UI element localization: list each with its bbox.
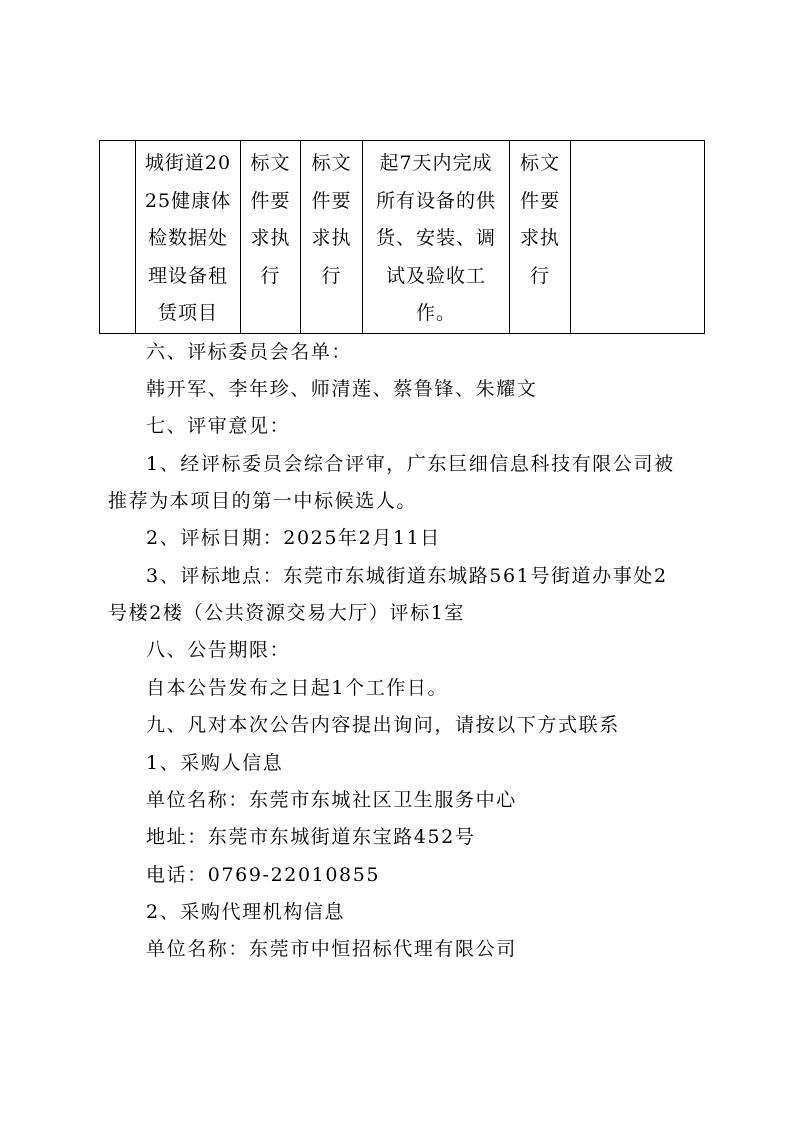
section-heading-opinion: 七、评审意见： [146,415,291,437]
opinion-text-continued: 推荐为本项目的第一中标候选人。 [108,490,418,512]
purchaser-name: 单位名称：东莞市东城社区卫生服务中心 [146,789,517,811]
evaluation-location-continued: 号楼2楼（公共资源交易大厅）评标1室 [108,602,465,624]
section-heading-contact: 九、凡对本次公告内容提出询问，请按以下方式联系 [146,714,620,736]
table-cell-remarks [571,141,705,334]
section-heading-period: 八、公告期限： [146,639,291,661]
evaluation-date: 2、评标日期：2025年2月11日 [146,527,441,549]
evaluation-location: 3、评标地点：东莞市东城街道东城路561号街道办事处2 [146,565,668,587]
notice-period: 自本公告发布之日起1个工作日。 [146,677,449,699]
table-cell-requirement-b: 标文 件要 求执 行 [301,141,363,334]
committee-members: 韩开军、李年珍、师清莲、蔡鲁锋、朱耀文 [146,378,538,400]
agency-name: 单位名称：东莞市中恒招标代理有限公司 [146,938,517,960]
agency-info-heading: 2、采购代理机构信息 [146,901,346,923]
opinion-text: 1、经评标委员会综合评审，广东巨细信息科技有限公司被 [146,453,675,475]
table-row [100,141,705,334]
table-cell-requirement-a: 标文 件要 求执 行 [241,141,301,334]
section-heading-committee: 六、评标委员会名单： [146,341,353,363]
purchaser-address: 地址：东莞市东城街道东宝路452号 [146,826,476,848]
purchaser-phone: 电话：0769-22010855 [146,864,381,886]
table-cell-delivery-term: 起7天内完成 所有设备的供 货、安装、调 试及验收工 作。 [363,141,510,334]
table-cell-index [100,141,136,334]
table-cell-requirement-c: 标文 件要 求执 行 [510,141,571,334]
purchaser-info-heading: 1、采购人信息 [146,752,284,774]
results-table [99,140,705,334]
table-cell-project-name: 城街道20 25健康体 检数据处 理设备租 赁项目 [136,141,241,334]
